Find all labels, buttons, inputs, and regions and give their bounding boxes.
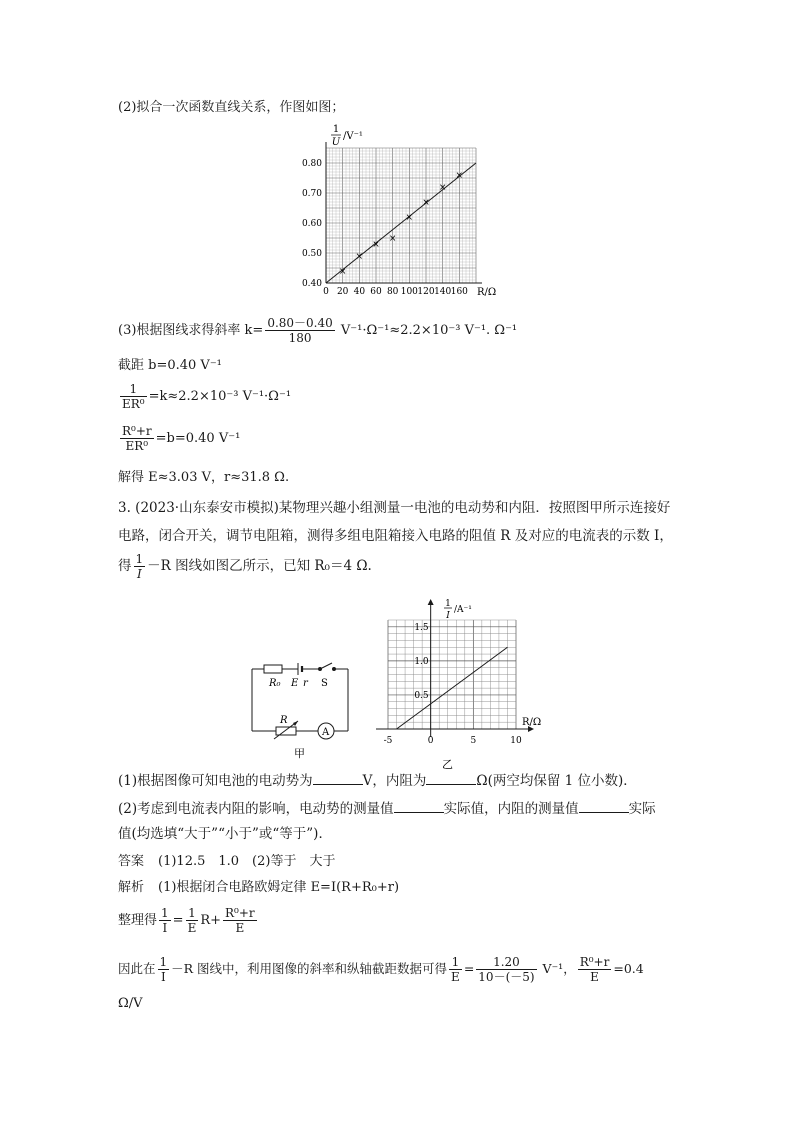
r0-label: R₀ (269, 678, 281, 689)
analysis-line4: Ω/V (118, 996, 143, 1011)
eq1-line (118, 382, 291, 411)
chart2-x-tick: -5 (383, 736, 393, 746)
l2-f3-num: R⁰+r (225, 906, 255, 920)
q3-line1: 3. (2023·山东泰安市模拟)某物理兴趣小组测量一电池的电动势和内阻．按照图甲所示连接好 (118, 500, 671, 516)
l3-frac2 (449, 955, 462, 984)
q3-line3-fraction (134, 552, 146, 581)
sub2-text-b: 实际值，内阻的测量值 (443, 801, 579, 817)
chart2-x-tick: 5 (470, 736, 477, 746)
chart2-ylabel-num: 1 (445, 599, 451, 609)
q3-line2: 电路，闭合开关，调节电阻箱，测得多组电阻箱接入电路的阻值 R 及对应的电流表的示数 I， (118, 528, 673, 544)
q3-sub1 (118, 772, 637, 789)
chart1-ylabel-den: U (331, 137, 341, 148)
analysis-line3 (118, 955, 644, 984)
l2-f1-den: I (162, 921, 168, 935)
chart1-point: × (338, 267, 347, 277)
q3-sub2 (118, 800, 656, 817)
slope-fraction (265, 316, 334, 345)
chart1-ticks (302, 159, 468, 297)
q3-line3-den: I (136, 567, 142, 581)
sub2-text-c: 实际 (628, 801, 656, 817)
result-line: 解得 E≈3.03 V，r≈31.8 Ω. (118, 470, 290, 485)
chart2-ylabel-unit: /A⁻¹ (454, 605, 472, 615)
slope-den: 180 (288, 331, 312, 345)
chart2-y-tick: 1.0 (414, 656, 429, 667)
chart1-xlabel: R/Ω (477, 287, 497, 298)
l2-frac1 (159, 906, 171, 935)
chart1-y-tick: 0.80 (301, 159, 322, 169)
l2-frac3 (223, 906, 257, 935)
slope-suffix: V⁻¹·Ω⁻¹≈2.2×10⁻³ V⁻¹. Ω⁻¹ (336, 323, 518, 338)
r-label: r (303, 678, 308, 689)
eq2-num: R⁰+r (122, 424, 152, 438)
chart1-x-tick: 20 (336, 287, 349, 297)
chart1-ylabel-num: 1 (332, 124, 340, 135)
r0-resistor (264, 665, 282, 673)
l3-f2-den: E (451, 970, 460, 984)
q3-line3-num: 1 (135, 552, 144, 566)
q3-line3-suffix: －R 图线如图乙所示，已知 R₀＝4 Ω. (147, 558, 372, 574)
eq1-num: 1 (120, 382, 147, 397)
e-label: E (291, 678, 299, 689)
chart1-x-tick: 0 (323, 287, 329, 297)
chart2-caption: 乙 (442, 758, 453, 771)
analysis-line2 (118, 906, 259, 935)
answer-line (118, 854, 335, 870)
chart1-point: × (388, 234, 397, 244)
q3-line3 (118, 552, 372, 581)
intercept-line: 截距 b=0.40 V⁻¹ (118, 358, 222, 373)
analysis-label: 解析 (118, 880, 145, 895)
chart1-x-tick: 60 (370, 287, 382, 297)
chart1-y-tick: 0.40 (301, 279, 322, 289)
r-compare-blank[interactable] (579, 800, 629, 813)
rbox-label: R (280, 715, 288, 726)
answer-text: (1)12.5 1.0 (2)等于 大于 (158, 854, 336, 869)
l2-f2-num: 1 (186, 906, 199, 921)
emf-blank[interactable] (313, 772, 363, 785)
slope-num: 0.80－0.40 (267, 316, 333, 330)
chart2-y-arrow (428, 599, 434, 605)
chart2-y-tick: 0.5 (414, 690, 429, 701)
variable-resistor (276, 727, 296, 735)
analysis-text1: (1)根据闭合电路欧姆定律 E=I(R+R₀+r) (158, 880, 400, 895)
chart1-point: × (405, 213, 414, 223)
l3-frac3 (476, 955, 536, 984)
circuit-caption: 甲 (294, 747, 305, 760)
chart1-point: × (422, 198, 430, 208)
eq2-line (118, 424, 240, 453)
chart1-ylabel-unit: /V⁻¹ (343, 131, 363, 142)
circuit-diagram (248, 655, 378, 765)
eq1-fraction (120, 382, 147, 411)
l3-frac4 (578, 955, 612, 984)
eq2-den: ER⁰ (125, 439, 149, 453)
chart1-point: × (355, 252, 364, 262)
chart1-point: × (372, 240, 380, 250)
l3-f4-num: R⁰+r (579, 955, 610, 969)
chart1-point: × (455, 171, 464, 181)
chart2-axes (376, 599, 534, 737)
l3-f4-den: E (590, 970, 599, 984)
chart2-svg (376, 597, 548, 772)
chart2-ylabel-den: I (446, 611, 450, 621)
l2-f2-den: E (187, 921, 197, 935)
chart2-ticks (384, 623, 522, 746)
resistance-blank[interactable] (426, 772, 476, 785)
chart1-x-tick: 40 (353, 287, 366, 297)
s-label: S (321, 678, 328, 689)
answer-label: 答案 (118, 854, 145, 869)
analysis-line1 (118, 880, 399, 896)
eq1-rhs: =k≈2.2×10⁻³ V⁻¹·Ω⁻¹ (148, 389, 292, 404)
l2-mid: R+ (200, 913, 222, 928)
slope-line (118, 316, 517, 345)
chart2-xlabel: R/Ω (522, 717, 542, 728)
chart2-x-tick: 0 (427, 736, 434, 746)
chart1-y-tick: 0.70 (301, 189, 322, 199)
eq2-fraction (120, 424, 154, 453)
q3-line3-prefix: 得 (118, 558, 132, 574)
ammeter-label: A (322, 727, 330, 738)
slope-prefix: (3)根据图线求得斜率 k= (118, 323, 264, 338)
chart1-svg (290, 122, 510, 300)
eq2-rhs: =b=0.40 V⁻¹ (155, 431, 241, 446)
l3-f1-num: 1 (159, 955, 168, 969)
l3-mid: －R 图线中，利用图像的斜率和纵轴截距数据可得 (171, 961, 448, 976)
chart1-x-tick: 100 (400, 287, 418, 297)
chart1-grid (326, 148, 476, 283)
sub2-text-a: (2)考虑到电流表内阻的影响，电动势的测量值 (118, 801, 394, 817)
l2-f1-num: 1 (161, 906, 169, 920)
l3-frac1 (158, 955, 170, 984)
l3-f3-den: 10－(－5) (478, 970, 535, 984)
step2-text: (2)拟合一次函数直线关系，作图如图； (118, 100, 345, 115)
chart2-grid (388, 620, 516, 729)
sub1-text-a: (1)根据图像可知电池的电动势为 (118, 773, 313, 789)
l2-frac2 (186, 906, 199, 935)
l3-prefix: 因此在 (118, 961, 156, 976)
chart1-x-tick: 160 (450, 287, 468, 297)
l3-f2-num: 1 (449, 955, 462, 970)
chart1-x-tick: 140 (434, 287, 452, 297)
emf-compare-blank[interactable] (394, 800, 444, 813)
l3-unit: V⁻¹， (538, 961, 576, 976)
chart1-y-tick: 0.50 (301, 249, 322, 259)
l2-eq: = (172, 913, 184, 928)
sub1-text-c: Ω(两空均保留 1 位小数)． (476, 773, 637, 789)
eq1-den: ER⁰ (122, 397, 145, 411)
l2-prefix: 整理得 (118, 913, 158, 928)
l3-f1-den: I (160, 970, 166, 984)
l3-eq: = (463, 961, 475, 976)
l3-f3-num: 1.20 (476, 955, 536, 970)
switch-blade (320, 663, 332, 669)
chart1-x-tick: 120 (417, 287, 435, 297)
chart1-y-tick: 0.60 (301, 219, 322, 229)
l2-f3-den: E (235, 921, 245, 935)
chart2-x-tick: 10 (510, 736, 522, 746)
q3-sub2-cont: 值(均选填“大于”“小于”或“等于”)． (118, 826, 332, 842)
chart1-x-tick: 80 (386, 287, 399, 297)
chart1-point: × (438, 183, 447, 193)
l3-tail: =0.4 (613, 961, 644, 976)
chart2-y-tick: 1.5 (414, 622, 429, 633)
sub1-text-b: V，内阻为 (362, 773, 427, 789)
